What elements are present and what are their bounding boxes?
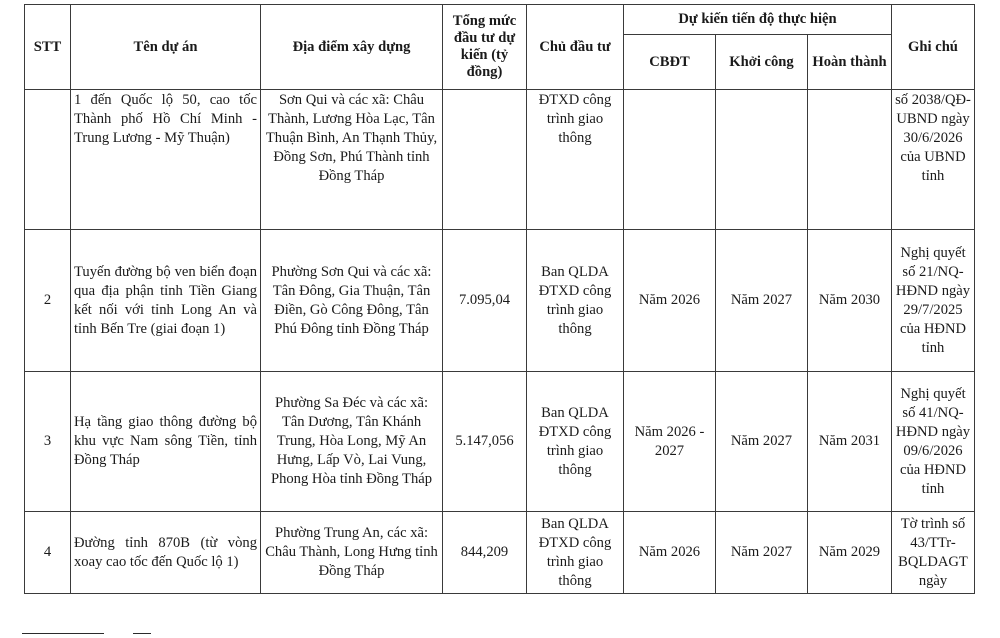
cell-start: Năm 2027: [716, 230, 808, 372]
cell-complete: Năm 2030: [808, 230, 892, 372]
cell-cbdt: Năm 2026 - 2027: [624, 372, 716, 512]
cell-cbdt: Năm 2026: [624, 230, 716, 372]
cell-location: Phường Sơn Qui và các xã: Tân Đông, Gia Thuận, Tân Điền, Gò Công Đông, Tân Phú Đông tỉnh Đồng Tháp: [261, 230, 443, 372]
header-complete: Hoàn thành: [808, 35, 892, 90]
cell-stt: 2: [25, 230, 71, 372]
header-schedule-group: Dự kiến tiến độ thực hiện: [624, 5, 892, 35]
cell-investor: Ban QLDA ĐTXD công trình giao thông: [527, 372, 624, 512]
cell-investor: Ban QLDA ĐTXD công trình giao thông: [527, 230, 624, 372]
footnote-rule: [22, 633, 104, 634]
cell-note: Tờ trình số 43/TTr-BQLDAGT ngày: [892, 512, 975, 594]
cell-investment: 7.095,04: [443, 230, 527, 372]
cell-start: [716, 90, 808, 230]
footnote-rule-short: [133, 633, 151, 634]
cell-investment: 5.147,056: [443, 372, 527, 512]
table-row: [25, 372, 975, 512]
cell-stt: 4: [25, 512, 71, 594]
header-investor: Chủ đầu tư: [527, 5, 624, 90]
header-project-name: Tên dự án: [71, 5, 261, 90]
cell-project-name: Đường tỉnh 870B (từ vòng xoay cao tốc đến Quốc lộ 1): [71, 512, 261, 594]
cell-complete: Năm 2029: [808, 512, 892, 594]
cell-start: Năm 2027: [716, 372, 808, 512]
table-row: [25, 90, 975, 230]
header-stt: STT: [25, 5, 71, 90]
cell-note: Nghị quyết số 21/NQ-HĐND ngày 29/7/2025 của HĐND tỉnh: [892, 230, 975, 372]
cell-location: Phường Trung An, các xã: Châu Thành, Long Hưng tỉnh Đồng Tháp: [261, 512, 443, 594]
cell-location: Sơn Qui và các xã: Châu Thành, Lương Hòa Lạc, Tân Thuận Bình, An Thạnh Thủy, Đồng Sơn, Phú Thành tỉnh Đồng Tháp: [261, 90, 443, 230]
cell-investment: 844,209: [443, 512, 527, 594]
cell-note: số 2038/QĐ-UBND ngày 30/6/2026 của UBND tỉnh: [892, 90, 975, 230]
cell-investor: ĐTXD công trình giao thông: [527, 90, 624, 230]
cell-cbdt: [624, 90, 716, 230]
cell-project-name: 1 đến Quốc lộ 50, cao tốc Thành phố Hồ Chí Minh - Trung Lương - Mỹ Thuận): [71, 90, 261, 230]
cell-complete: Năm 2031: [808, 372, 892, 512]
cell-project-name: Hạ tầng giao thông đường bộ khu vực Nam sông Tiền, tỉnh Đồng Tháp: [71, 372, 261, 512]
cell-cbdt: Năm 2026: [624, 512, 716, 594]
cell-location: Phường Sa Đéc và các xã: Tân Dương, Tân Khánh Trung, Hòa Long, Mỹ An Hưng, Lấp Vò, Lai Vung, Phong Hòa tỉnh Đồng Tháp: [261, 372, 443, 512]
cell-stt: [25, 90, 71, 230]
table-row: [25, 512, 975, 594]
project-table: [24, 4, 975, 594]
cell-stt: 3: [25, 372, 71, 512]
table-row: [25, 230, 975, 372]
cell-investor: Ban QLDA ĐTXD công trình giao thông: [527, 512, 624, 594]
cell-investment: [443, 90, 527, 230]
cell-project-name: Tuyến đường bộ ven biển đoạn qua địa phận tỉnh Tiền Giang kết nối với tỉnh Long An và tỉnh Bến Tre (giai đoạn 1): [71, 230, 261, 372]
header-location: Địa điểm xây dựng: [261, 5, 443, 90]
cell-complete: [808, 90, 892, 230]
header-investment: Tổng mức đầu tư dự kiến (tỷ đồng): [443, 5, 527, 90]
cell-start: Năm 2027: [716, 512, 808, 594]
header-cbdt: CBĐT: [624, 35, 716, 90]
header-start: Khởi công: [716, 35, 808, 90]
cell-note: Nghị quyết số 41/NQ-HĐND ngày 09/6/2026 của HĐND tỉnh: [892, 372, 975, 512]
header-note: Ghi chú: [892, 5, 975, 90]
